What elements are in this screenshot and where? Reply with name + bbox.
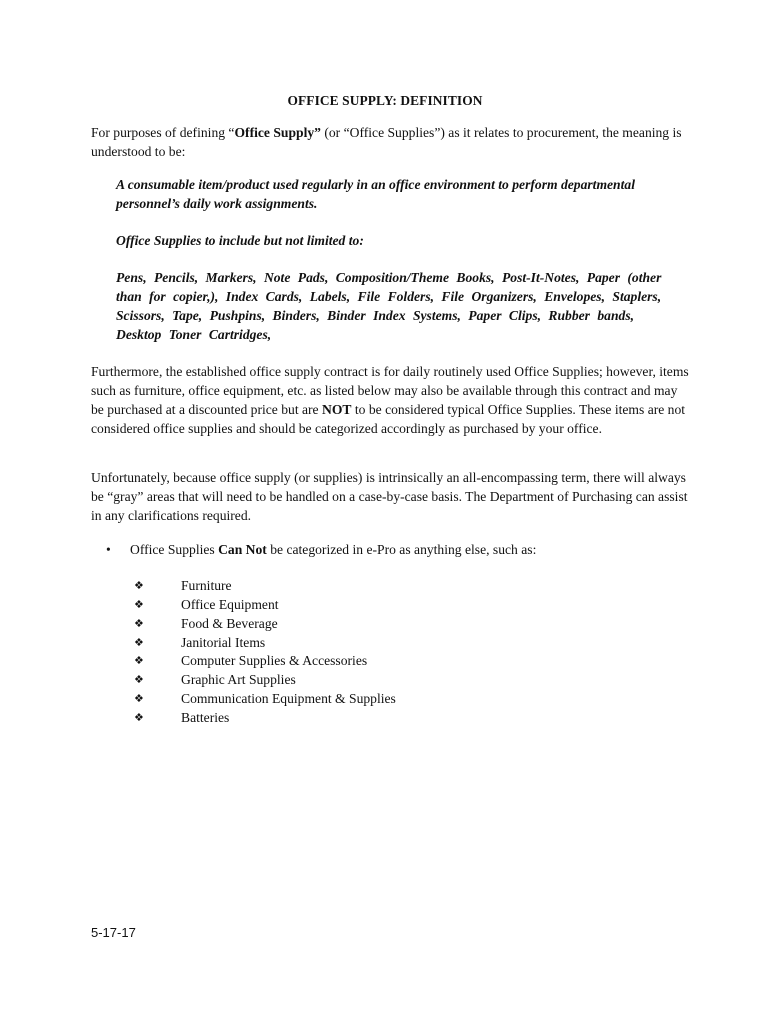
diamond-bullet-icon: ❖: [134, 579, 144, 592]
list-item-label: Janitorial Items: [181, 634, 266, 650]
diamond-bullet-icon: ❖: [134, 597, 144, 611]
document-title: OFFICE SUPPLY: DEFINITION: [287, 93, 483, 108]
furthermore-text-end: to be considered typical Office Supplies. These items are not considered office supplies and should be categorized accordingly as purchased by your office.: [91, 402, 686, 436]
list-item-label: Office Equipment: [181, 596, 279, 612]
diamond-bullet-icon: ❖: [134, 710, 144, 724]
not-emphasis: NOT: [322, 402, 352, 417]
diamond-bullet-icon: ❖: [134, 616, 144, 630]
intro-paragraph: [91, 123, 691, 161]
included-supplies-list: Pens, Pencils, Markers, Note Pads, Composition/Theme Books, Post-It-Notes, Paper (other than for copier,), Index Cards, Labels, File Folders, File Organizers, Envelopes, Staplers, Scissors, Tape, Pushpins, Binders, Binder Index Systems, Paper Clips, Rubber bands, Desktop Toner Cartridges,: [116, 270, 662, 342]
list-item-label: Food & Beverage: [181, 615, 278, 631]
unfortunately-paragraph: Unfortunately, because office supply (or supplies) is intrinsically an all-encompassing term, there will always be “gray” areas that will need to be handled on a case-by-case basis. The Department of Purchasing can assist in any clarifications required.: [91, 470, 688, 523]
include-heading: Office Supplies to include but not limited to:: [116, 233, 364, 248]
list-item-label: Furniture: [181, 578, 232, 593]
diamond-bullet-icon: ❖: [134, 673, 144, 687]
diamond-bullet-icon: ❖: [134, 654, 144, 668]
document-date: 5-17-17: [91, 925, 136, 940]
list-item-label: Batteries: [181, 709, 230, 725]
list-item-label: Computer Supplies & Accessories: [181, 653, 368, 669]
definition-text: A consumable item/product used regularly in an office environment to perform departmental personnel’s daily work assignments.: [116, 177, 635, 211]
bullet-text-end: be categorized in e-Pro as anything else, such as:: [266, 542, 537, 557]
diamond-bullet-icon: ❖: [134, 635, 144, 649]
intro-text-end: (or “Office Supplies”) as it relates to procurement, the meaning is understood to be:: [91, 125, 682, 159]
bullet-marker: •: [106, 542, 111, 557]
diamond-bullet-icon: ❖: [134, 692, 144, 706]
list-item-label: Communication Equipment & Supplies: [181, 691, 396, 707]
furthermore-paragraph: [91, 362, 691, 438]
furthermore-text-start: Furthermore, the established office supply contract is for daily routinely used Office Supplies; however, items such as furniture, office equipment, etc. as listed below may also be available through this contract and may be purchased at a discounted price but are: [91, 364, 689, 417]
intro-term: Office Supply”: [234, 125, 321, 140]
list-item-label: Graphic Art Supplies: [181, 672, 296, 688]
bullet-text: [130, 540, 536, 559]
intro-text-start: For purposes of defining “: [91, 125, 235, 140]
can-not-emphasis: Can Not: [218, 542, 267, 557]
bullet-text-start: Office Supplies: [130, 542, 219, 557]
